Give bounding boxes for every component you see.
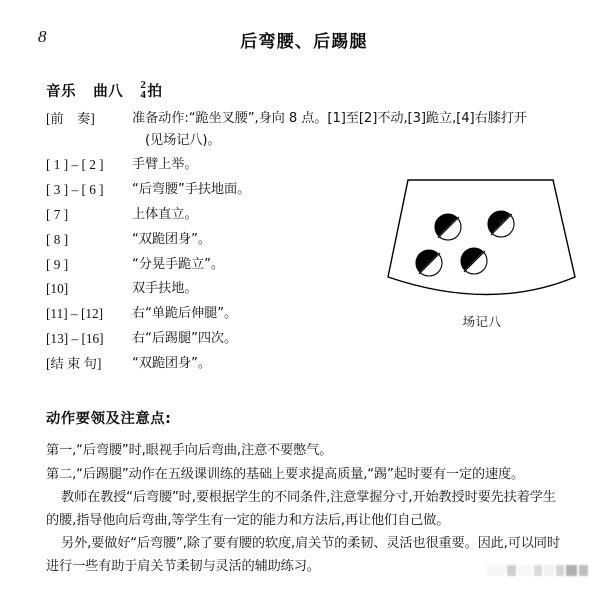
music-label: 音乐 [46, 84, 77, 100]
page-number: 8 [38, 27, 47, 46]
notes-heading: 动作要领及注意点: [46, 411, 172, 427]
beat-label: [ 8 ] [46, 231, 69, 247]
dancer-marker [461, 248, 487, 274]
beat-description: 双手扶地。 [132, 281, 198, 297]
notes-paragraph: 另外,要做好“后弯腰”,除了要有腰的软度,肩关节的柔韧、灵活也很重要。因此,可以同时进行一些有助于肩关节柔韧与灵活的辅助练习。 [46, 536, 560, 574]
beat-label: [ 9 ] [46, 256, 69, 272]
page-header [0, 27, 608, 57]
watermark-block [487, 565, 505, 576]
watermark-block [566, 565, 577, 576]
watermark-block [507, 565, 516, 576]
page-title: 后弯腰、后踢腿 [240, 32, 368, 52]
beat-description: “分晃手跪立”。 [132, 256, 224, 272]
watermark-block [518, 565, 532, 576]
notes-paragraph: 第二,“后踢腿”动作在五级课训练的基础上要求提高质量,“踢”起时要有一定的速度。 [46, 466, 525, 482]
beat-description [132, 108, 576, 151]
beat-label: [结 束 句] [46, 355, 102, 371]
time-signature-denominator: 4 [140, 88, 147, 101]
beat-description: 右“单跪后伸腿”。 [132, 306, 238, 322]
stage-diagram [372, 172, 592, 337]
beat-description: “后弯腰”手扶地面。 [132, 182, 251, 198]
notes-paragraph: 第一,“后弯腰”时,眼视手向后弯曲,注意不要憋气。 [46, 443, 333, 458]
watermark-block [556, 565, 564, 576]
beat-description: “双跪团身”。 [132, 231, 211, 247]
beat-description: “双跪团身”。 [132, 355, 211, 371]
beat-label: [前 奏] [46, 111, 95, 126]
beat-description-line: 准备动作:“跪坐叉腰”,身向 8 点。[1]至[2]不动,[3]跪立,[4]右膝打开 [132, 111, 527, 126]
time-signature [140, 81, 146, 100]
beat-description-continuation: (见场记八)。 [145, 132, 221, 148]
stage-diagram-svg [372, 172, 592, 312]
beat-row [46, 108, 576, 151]
dancer-marker [435, 214, 461, 240]
beat-description: 上体直立。 [132, 206, 198, 222]
beat-label: [11] – [12] [46, 306, 104, 322]
music-beat-word: 拍 [147, 84, 163, 100]
music-line [46, 80, 163, 101]
beat-label: [10] [46, 281, 69, 297]
beat-description: 右“后踢腿”四次。 [132, 330, 238, 346]
beat-label: [ 3 ] – [ 6 ] [46, 182, 104, 198]
notes-paragraph: 教师在教授“后弯腰”时,要根据学生的不同条件,注意掌握分寸,开始教授时要先扶着学生的腰,指导他向后弯曲,等学生有一定的能力和方法后,再让他们自己做。 [46, 490, 556, 528]
notes-section [46, 408, 566, 579]
beat-label: [ 7 ] [46, 206, 69, 222]
dancer-marker [488, 211, 514, 237]
dancer-marker [416, 250, 442, 276]
watermark-blocks [487, 562, 593, 579]
stage-diagram-caption: 场记八 [462, 314, 502, 329]
beat-row [46, 353, 576, 375]
music-tune: 曲八 [93, 84, 124, 100]
watermark-block [579, 565, 588, 576]
beat-label: [ 1 ] – [ 2 ] [46, 157, 104, 173]
time-signature-numerator: 2 [140, 79, 147, 92]
watermark-block [544, 565, 554, 576]
stage-outline [388, 180, 575, 295]
watermark-block [534, 565, 542, 576]
beat-label: [13] – [16] [46, 330, 104, 346]
beat-description: 手臂上举。 [132, 157, 198, 173]
